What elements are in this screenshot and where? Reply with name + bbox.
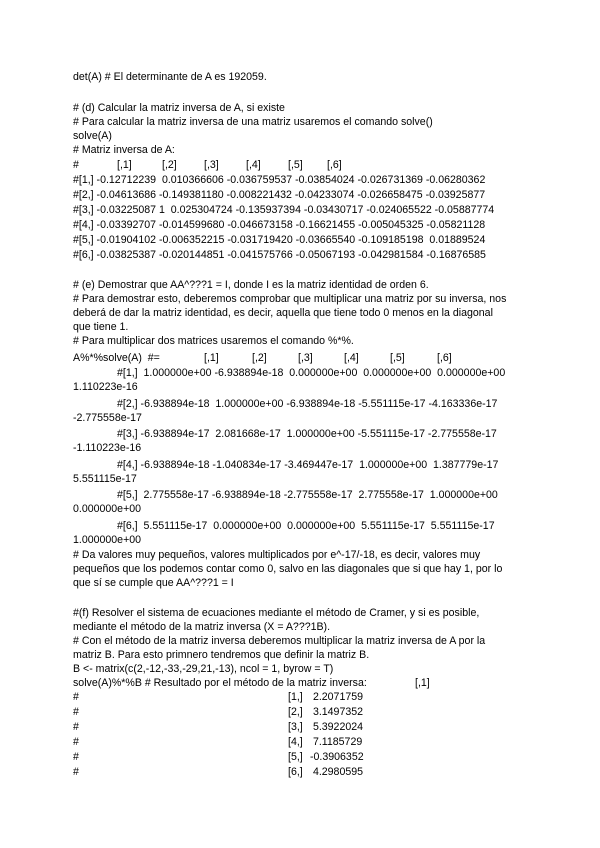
inverse-row: #[5,] -0.01904102 -0.006352215 -0.031719420 -0.03665540 -0.109185198 0.01889524: [73, 234, 486, 246]
part-e-para-line: # Para multiplicar dos matrices usaremos el comando %*%.: [73, 335, 354, 347]
inverse-header-col1: [,1]: [117, 159, 132, 171]
result-hash: #: [73, 766, 79, 778]
inverse-row: #[1,] -0.12712239 0.010366606 -0.036759537 -0.03854024 -0.026731369 -0.06280362: [73, 174, 486, 186]
inverse-header-col3: [,3]: [204, 159, 219, 171]
identity-row: #[3,] -6.938894e-17 2.081668e-17 1.000000e+00 -5.551115e-17 -2.775558e-17: [117, 428, 497, 440]
result-hash: #: [73, 691, 79, 703]
define-b-command: B <- matrix(c(2,-12,-33,-29,21,-13), ncol = 1, byrow = T): [73, 663, 334, 675]
result-value: 2.2071759: [310, 691, 364, 703]
part-f-para-line: matriz B. Para esto primnero tendremos que definir la matriz B.: [73, 649, 370, 661]
result-index: [2,]: [288, 706, 303, 718]
inverse-header-col6: [,6]: [327, 159, 342, 171]
identity-header-col3: [,3]: [298, 352, 313, 364]
part-e-closing-line: que sí se cumple que AA^???1 = I: [73, 577, 234, 589]
part-f-title-line: mediante el método de la matriz inversa (X = A???1B).: [73, 621, 331, 633]
part-d-title: # (d) Calcular la matriz inversa de A, si existe: [73, 102, 285, 114]
inverse-header-hash: #: [73, 159, 79, 171]
identity-header-col5: [,5]: [390, 352, 405, 364]
inverse-header-col2: [,2]: [162, 159, 177, 171]
result-index: [4,]: [288, 736, 303, 748]
identity-header-col6: [,6]: [437, 352, 452, 364]
result-hash: #: [73, 736, 79, 748]
part-e-para-line: # Para demostrar esto, deberemos comprobar que multiplicar una matriz por su inversa, nos: [73, 293, 507, 305]
identity-row-wrap: 0.000000e+00: [73, 503, 142, 515]
result-value: 5.3922024: [310, 721, 364, 733]
inverse-row: #[2,] -0.04613686 -0.149381180 -0.008221432 -0.04233074 -0.026658475 -0.03925877: [73, 189, 486, 201]
result-value: 4.2980595: [310, 766, 364, 778]
identity-header-col2: [,2]: [252, 352, 267, 364]
identity-row: #[4,] -6.938894e-18 -1.040834e-17 -3.469447e-17 1.000000e+00 1.387779e-17: [117, 459, 499, 471]
result-hash: #: [73, 706, 79, 718]
identity-header-col1: [,1]: [204, 352, 219, 364]
part-e-closing-line: # Da valores muy pequeños, valores multiplicados por e^-17/-18, es decir, valores muy: [73, 549, 481, 561]
result-index: [1,]: [288, 691, 303, 703]
det-line: det(A) # El determinante de A es 192059.: [73, 71, 267, 83]
part-e-para-line: deberá de dar la matriz identidad, es decir, aquella que tiene todo 0 menos en la diagonal: [73, 307, 493, 319]
identity-command: A%*%solve(A) #=: [73, 352, 160, 364]
part-e-para-line: que tiene 1.: [73, 321, 129, 333]
identity-row: #[2,] -6.938894e-18 1.000000e+00 -6.938894e-18 -5.551115e-17 -4.163336e-17: [117, 398, 498, 410]
identity-row-wrap: 5.551115e-17: [73, 473, 137, 485]
result-hash: #: [73, 721, 79, 733]
result-column-header: [,1]: [415, 677, 430, 689]
part-e-closing-line: pequeños que los podemos contar como 0, salvo en las diagonales que si que hay 1, por lo: [73, 563, 503, 575]
identity-row: #[5,] 2.775558e-17 -6.938894e-18 -2.775558e-17 2.775558e-17 1.000000e+00: [117, 489, 498, 501]
result-value: -0.3906352: [310, 751, 364, 763]
result-index: [3,]: [288, 721, 303, 733]
identity-row: #[6,] 5.551115e-17 0.000000e+00 0.000000e+00 5.551115e-17 5.551115e-17: [117, 520, 495, 532]
result-index: [5,]: [288, 751, 303, 763]
result-value: 7.1185729: [310, 736, 363, 748]
identity-row: #[1,] 1.000000e+00 -6.938894e-18 0.000000e+00 0.000000e+00 0.000000e+00: [117, 367, 506, 379]
identity-row-wrap: -1.110223e-16: [73, 442, 142, 454]
inverse-header-col5: [,5]: [288, 159, 303, 171]
part-e-title: # (e) Demostrar que AA^???1 = I, donde I es la matriz identidad de orden 6.: [73, 279, 429, 291]
inverse-row: #[4,] -0.03392707 -0.014599680 -0.046673158 -0.16621455 -0.005045325 -0.05821128: [73, 219, 486, 231]
result-hash: #: [73, 751, 79, 763]
inverse-row: #[6,] -0.03825387 -0.020144851 -0.041575766 -0.05067193 -0.042981584 -0.16876585: [73, 249, 486, 261]
solve-b-command: solve(A)%*%B # Resultado por el método de la matriz inversa:: [73, 677, 367, 689]
result-value: 3.1497352: [310, 706, 364, 718]
result-index: [6,]: [288, 766, 303, 778]
part-f-para-line: # Con el método de la matriz inversa deberemos multiplicar la matriz inversa de A por la: [73, 635, 486, 647]
part-d-comment: # Para calcular la matriz inversa de una matriz usaremos el comando solve(): [73, 116, 433, 128]
identity-row-wrap: -2.775558e-17: [73, 412, 142, 424]
inverse-header-col4: [,4]: [246, 159, 261, 171]
inverse-row: #[3,] -0.03225087 1 0.025304724 -0.135937394 -0.03430717 -0.024065522 -0.05887774: [73, 204, 495, 216]
part-d-matrix-title: # Matriz inversa de A:: [73, 144, 175, 156]
identity-row-wrap: 1.000000e+00: [73, 534, 142, 546]
identity-header-col4: [,4]: [344, 352, 359, 364]
part-f-title-line: #(f) Resolver el sistema de ecuaciones mediante el método de Cramer, y si es posible,: [73, 607, 480, 619]
identity-row-wrap: 1.110223e-16: [73, 381, 138, 393]
part-d-command: solve(A): [73, 130, 112, 142]
